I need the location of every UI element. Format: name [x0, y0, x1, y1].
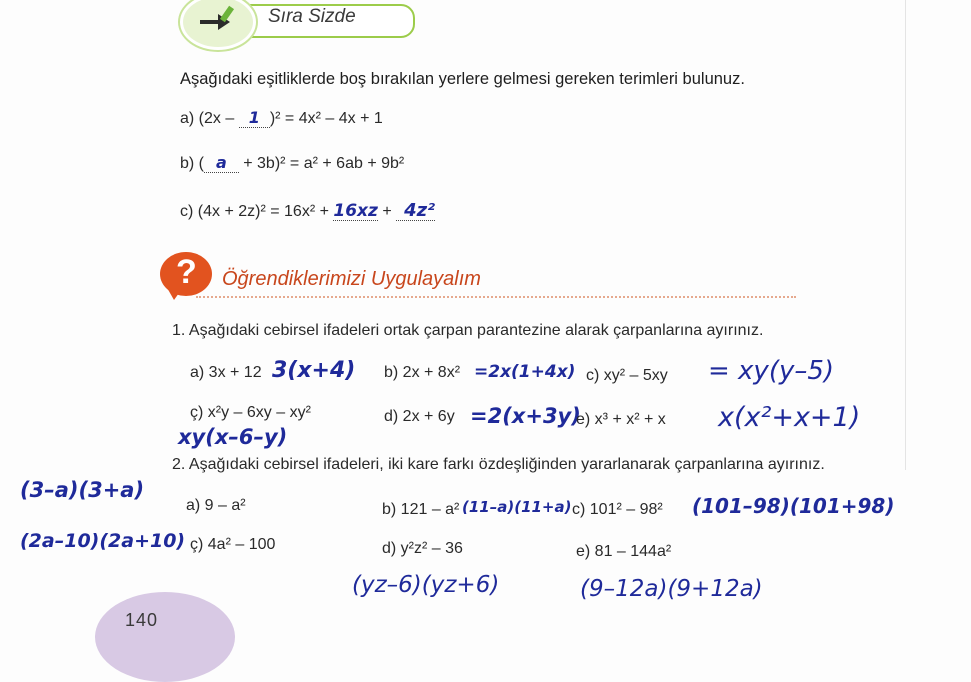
exercise-a-answer: 1	[248, 108, 260, 127]
q1-a: a) 3x + 12	[190, 364, 262, 381]
question-2-text: Aşağıdaki cebirsel ifadeleri, iki kare farkı özdeşliğinden yararlanarak çarpanlarına ayırınız.	[188, 456, 825, 473]
title-underline	[196, 296, 796, 298]
pencil-arrow-icon	[196, 2, 244, 32]
exercise-a-label: a) (2x –	[180, 110, 239, 127]
question-1-number: 1.	[172, 322, 186, 339]
exercise-a	[180, 108, 383, 128]
page-number-badge	[95, 592, 235, 682]
exercise-c-answer-2: 4z²	[404, 200, 436, 221]
q1-b-answer: =2x(1+4x)	[474, 362, 576, 382]
q2-e-answer: (9–12a)(9+12a)	[580, 576, 763, 602]
q2-c: c) 101² – 98²	[572, 501, 663, 518]
q2-cc: ç) 4a² – 100	[190, 536, 276, 553]
page-number: 140	[125, 610, 159, 630]
q1-e-answer: x(x²+x+1)	[718, 402, 861, 433]
exercise-b-rest: + 3b)² = a² + 6ab + 9b²	[238, 155, 405, 172]
q2-a: a) 9 – a²	[186, 497, 246, 514]
q1-cc-answer: xy(x–6–y)	[178, 425, 288, 449]
q2-b: b) 121 – a²	[382, 501, 460, 518]
question-2	[172, 456, 825, 474]
section-title: Öğrendiklerimizi Uygulayalım	[222, 268, 481, 290]
q1-a-answer: 3(x+4)	[272, 358, 356, 383]
q1-c-answer: = xy(y–5)	[708, 356, 835, 386]
exercise-b-answer: a	[216, 153, 227, 172]
instruction-text: Aşağıdaki eşitliklerde boş bırakılan yerlere gelmesi gereken terimleri bulunuz.	[180, 70, 745, 88]
exercise-a-rest: )² = 4x² – 4x + 1	[269, 110, 383, 127]
question-1-text: Aşağıdaki cebirsel ifadeleri ortak çarpan parantezine alarak çarpanlarına ayırınız.	[188, 322, 764, 339]
q1-e: e) x³ + x² + x	[576, 411, 666, 428]
exercise-b	[180, 153, 404, 173]
section-title: Sıra Sizde	[268, 6, 356, 27]
exercise-c-plus: +	[377, 203, 397, 220]
q1-cc: ç) x²y – 6xy – xy²	[190, 404, 311, 421]
q2-d: d) y²z² – 36	[382, 540, 463, 557]
q2-d-answer: (yz–6)(yz+6)	[352, 572, 500, 598]
exercise-b-label: b) (	[180, 155, 204, 172]
q2-c-answer: (101–98)(101+98)	[692, 494, 895, 518]
q1-b: b) 2x + 8x²	[384, 364, 461, 381]
q2-a-answer: (3–a)(3+a)	[20, 478, 145, 502]
exercise-c-answer-1: 16xz	[333, 201, 378, 221]
q1-d: d) 2x + 6y	[384, 408, 455, 425]
question-2-number: 2.	[172, 456, 186, 473]
q2-b-answer: (11–a)(11+a)	[462, 498, 572, 516]
q1-d-answer: =2(x+3y)	[470, 404, 581, 428]
q2-e: e) 81 – 144a²	[576, 543, 672, 560]
question-mark-icon: ?	[176, 253, 197, 291]
q2-cc-answer: (2a–10)(2a+10)	[20, 530, 186, 552]
exercise-c	[180, 200, 435, 221]
exercise-c-label: c) (4x + 2z)² = 16x² +	[180, 203, 334, 220]
page-edge	[905, 0, 906, 470]
q1-c: c) xy² – 5xy	[586, 367, 668, 384]
question-1	[172, 322, 763, 340]
